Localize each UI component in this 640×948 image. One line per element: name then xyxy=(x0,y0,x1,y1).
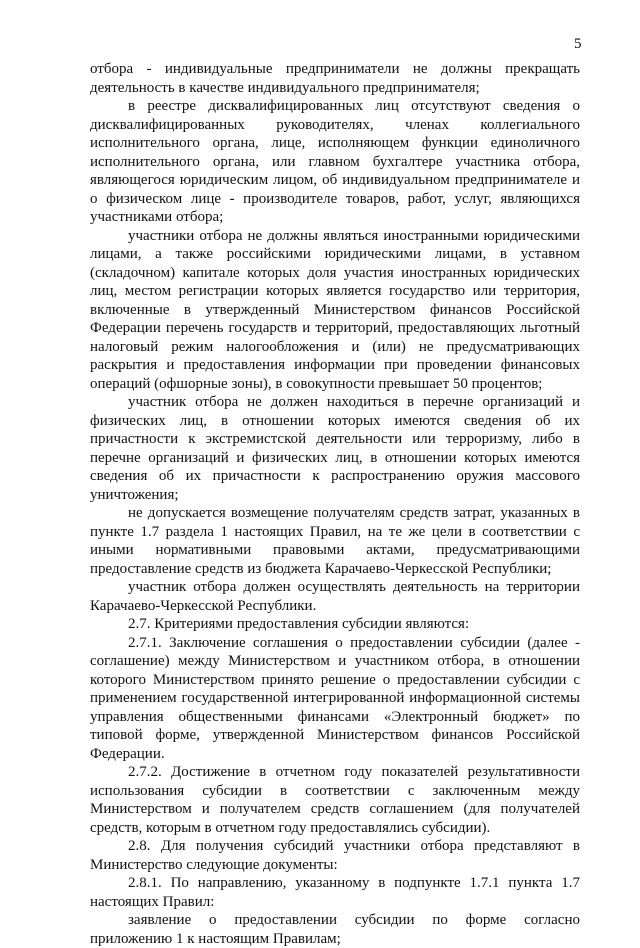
paragraph-disqualified-registry: в реестре дисквалифицированных лиц отсутствуют сведения о дисквалифицированных руководителях, членах коллегиального исполнительного органа, лице, исполняющем функции единоличного исполнительного органа, или главном бухгалтере участника отбора, являющегося юридическим лицом, об индивидуальном предпринимателе и о физическом лице - производителе товаров, работ, услуг, являющихся участниками отбора; xyxy=(90,98,580,225)
paragraph-territory: участник отбора должен осуществлять деятельность на территории Карачаево-Черкесской Республики. xyxy=(90,579,580,614)
paragraph-2-7-2: 2.7.2. Достижение в отчетном году показателей результативности использования субсидии в соответствии с заключенным между Министерством и получателем средств соглашением (для получателей средств, которым в отчетном году предоставлялись субсидии). xyxy=(90,764,580,836)
paragraph-2-7-1: 2.7.1. Заключение соглашения о предоставлении субсидии (далее - соглашение) между Министерством и участником отбора, в отношении которого Министерством принято решение о предоставлении субсидии с применением государственной интегрированной информационной системы управления общественными финансами «Электронный бюджет» по типовой форме, утвержденной Министерством финансов Российской Федерации. xyxy=(90,634,580,762)
paragraph-2-7: 2.7. Критериями предоставления субсидии являются: xyxy=(128,616,470,632)
paragraph-continuation: отбора - индивидуальные предприниматели не должны прекращать деятельность в качестве индивидуального предпринимателя; xyxy=(90,61,580,96)
paragraph-2-8-1: 2.8.1. По направлению, указанному в подпункте 1.7.1 пункта 1.7 настоящих Правил: xyxy=(90,875,580,910)
paragraph-foreign-entities: участники отбора не должны являться иностранными юридическими лицами, а также российскими юридическими лицами, в уставном (складочном) капитале которых доля участия иностранных юридических лиц, местом регистрации которых является государство или территория, включенные в утвержденный Министерством финансов Российской Федерации перечень государств и территорий, предоставляющих льготный налоговый режим налогообложения и (или) не предусматривающих раскрытия и предоставления информации при проведении финансовых операций (офшорные зоны), в совокупности превышает 50 процентов; xyxy=(90,227,580,392)
paragraph-2-8: 2.8. Для получения субсидий участники отбора представляют в Министерство следующие документы: xyxy=(90,838,580,873)
paragraph-no-double-compensation: не допускается возмещение получателям средств затрат, указанных в пункте 1.7 раздела 1 настоящих Правил, на те же цели в соответствии с иными нормативными правовыми актами, предусматривающими предоставление средств из бюджета Карачаево-Черкесской Республики; xyxy=(90,505,580,577)
document-body xyxy=(90,60,580,948)
paragraph-extremism-list: участник отбора не должен находиться в перечне организаций и физических лиц, в отношении которых имеются сведения об их причастности к экстремистской деятельности или терроризму, либо в перечне организаций и физических лиц, в отношении которых имеются сведения об их причастности к распространению оружия массового уничтожения; xyxy=(90,394,580,503)
paragraph-application: заявление о предоставлении субсидии по форме согласно приложению 1 к настоящим Правилам; xyxy=(90,912,580,947)
page-number: 5 xyxy=(574,36,582,52)
